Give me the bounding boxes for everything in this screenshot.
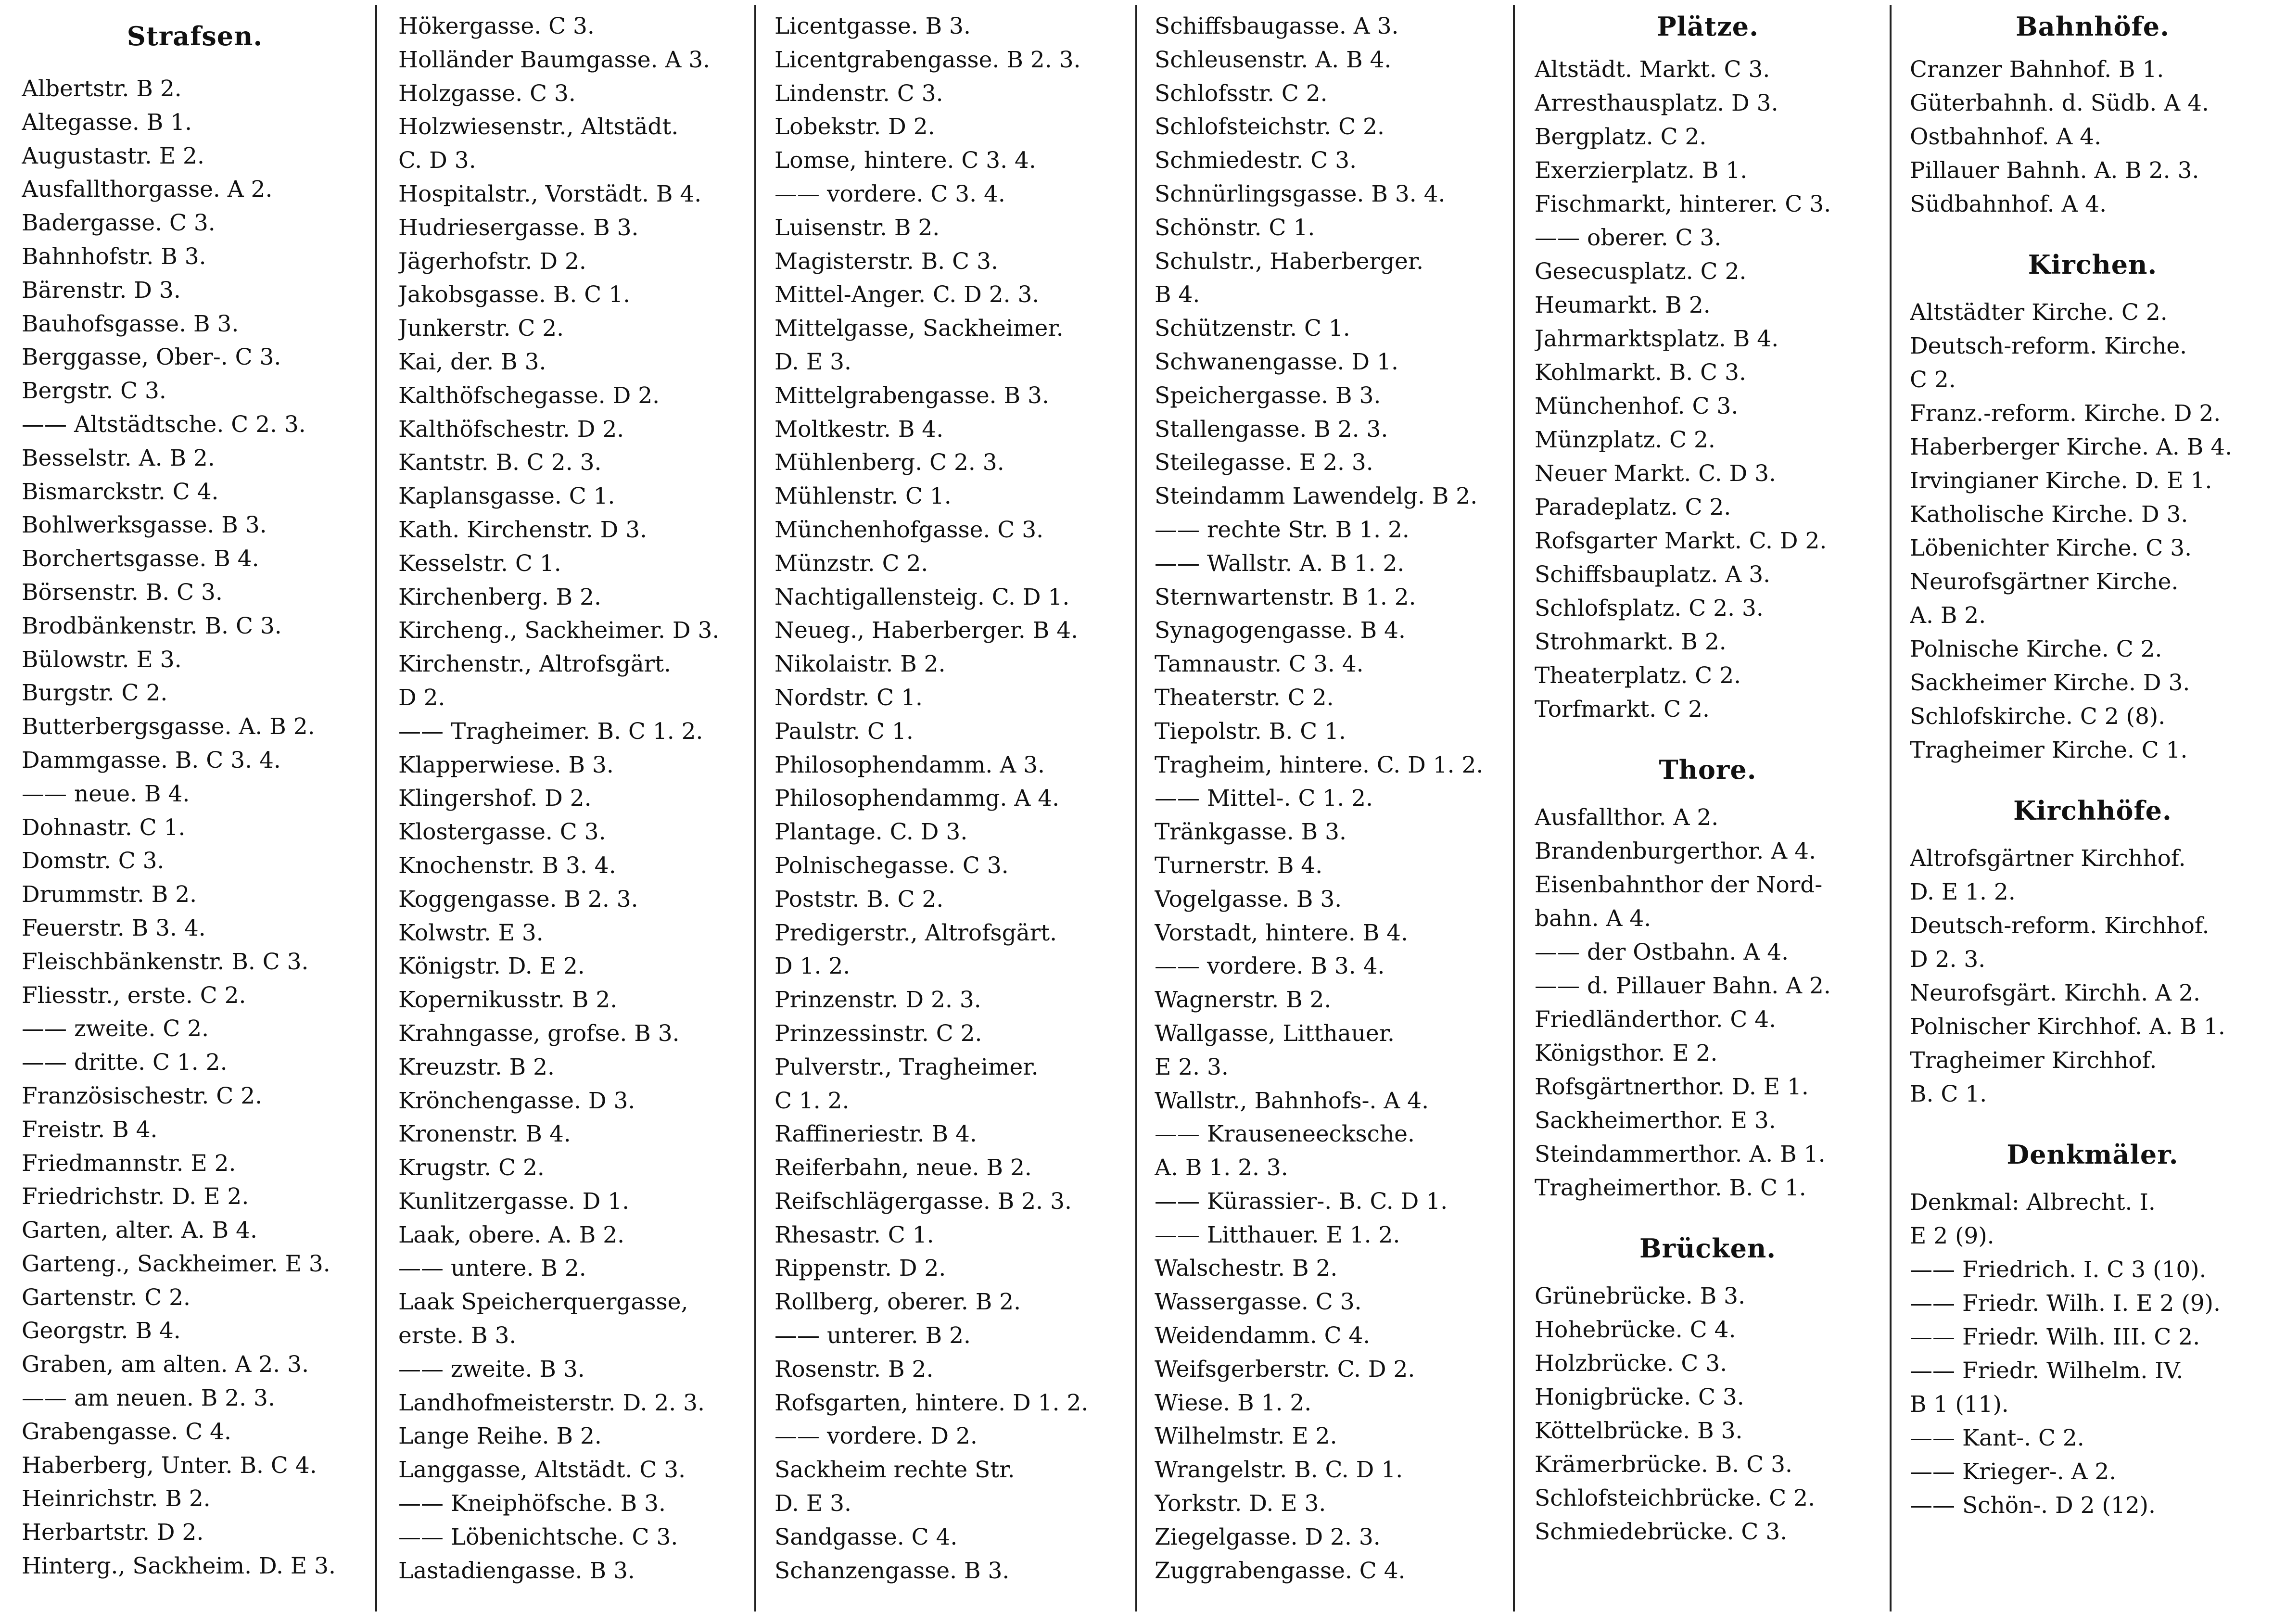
index-entry: D 1. 2.	[775, 953, 851, 980]
index-entry: Tragheimerthor. B. C 1.	[1535, 1175, 1806, 1201]
index-entry: Jakobsgasse. B. C 1.	[398, 281, 631, 308]
index-entry: Schanzengasse. B 3.	[775, 1557, 1010, 1584]
index-entry: Paulstr. C 1.	[775, 718, 914, 745]
index-entry: Neueg., Haberberger. B 4.	[775, 617, 1079, 644]
index-entry: Franz.-reform. Kirche. D 2.	[1910, 400, 2221, 427]
index-entry: —— Löbenichtsche. C 3.	[398, 1523, 678, 1550]
index-entry: Landhofmeisterstr. D. 2. 3.	[398, 1389, 705, 1416]
index-entry: Güterbahnh. d. Südb. A 4.	[1910, 90, 2209, 116]
index-entry: Kreuzstr. B 2.	[398, 1053, 555, 1080]
index-entry: —— Altstädtsche. C 2. 3.	[22, 411, 306, 438]
index-entry: Tränkgasse. B 3.	[1155, 819, 1346, 846]
index-entry: Mittelgrabengasse. B 3.	[775, 382, 1049, 409]
index-entry: Yorkstr. D. E 3.	[1155, 1490, 1326, 1517]
index-entry: Speichergasse. B 3.	[1155, 382, 1381, 409]
index-entry: —— Friedr. Wilh. III. C 2.	[1910, 1324, 2200, 1350]
index-entry: Dammgasse. B. C 3. 4.	[22, 747, 281, 774]
index-entry: Albertstr. B 2.	[22, 76, 182, 102]
index-entry: Klostergasse. C 3.	[398, 819, 606, 846]
index-entry: Schlofsplatz. C 2. 3.	[1535, 595, 1764, 622]
index-entry: Walschestr. B 2.	[1155, 1255, 1338, 1282]
index-entry: Wagnerstr. B 2.	[1155, 987, 1332, 1014]
index-entry: C 1. 2.	[775, 1087, 850, 1114]
index-entry: Kaplansgasse. C 1.	[398, 483, 615, 510]
index-entry: Rollberg, oberer. B 2.	[775, 1289, 1021, 1316]
index-entry: Denkmal: Albrecht. I.	[1910, 1189, 2156, 1216]
index-entry: Wallgasse, Litthauer.	[1155, 1020, 1395, 1047]
index-entry: —— vordere. C 3. 4.	[775, 180, 1005, 207]
index-entry: Schlofskirche. C 2 (8).	[1910, 703, 2166, 730]
index-entry: Bergplatz. C 2.	[1535, 124, 1707, 150]
index-entry: Torfmarkt. C 2.	[1535, 696, 1710, 723]
index-entry: D. E 1. 2.	[1910, 879, 2016, 905]
index-entry: Kalthöfschestr. D 2.	[398, 416, 624, 443]
index-entry: Schlofsteichbrücke. C 2.	[1535, 1485, 1816, 1511]
index-entry: Knochenstr. B 3. 4.	[398, 852, 616, 879]
index-entry: E 2. 3.	[1155, 1053, 1229, 1080]
index-entry: Drummstr. B 2.	[22, 881, 197, 908]
index-entry: Haberberg, Unter. B. C 4.	[22, 1452, 317, 1479]
index-entry: Pillauer Bahnh. A. B 2. 3.	[1910, 157, 2199, 184]
index-entry: —— Wallstr. A. B 1. 2.	[1155, 550, 1405, 577]
index-entry: Köttelbrücke. B 3.	[1535, 1418, 1743, 1444]
column-2	[398, 10, 754, 1621]
index-entry: Rofsgarten, hintere. D 1. 2.	[775, 1389, 1089, 1416]
index-entry: Kirchenberg. B 2.	[398, 584, 601, 610]
index-entry: Französischestr. C 2.	[22, 1082, 263, 1109]
index-entry: Fischmarkt, hinterer. C 3.	[1535, 191, 1831, 217]
index-entry: Kantstr. B. C 2. 3.	[398, 449, 602, 476]
index-entry: C 2.	[1910, 367, 1956, 393]
index-entry: Polnischer Kirchhof. A. B 1.	[1910, 1014, 2225, 1040]
index-entry: —— Krauseneecksche.	[1155, 1121, 1415, 1148]
index-entry: Dohnastr. C 1.	[22, 814, 186, 841]
index-entry: Predigerstr., Altrofsgärt.	[775, 919, 1057, 946]
index-entry: Vorstadt, hintere. B 4.	[1155, 919, 1409, 946]
index-entry: —— Kürassier-. B. C. D 1.	[1155, 1188, 1448, 1215]
index-entry: Schwanengasse. D 1.	[1155, 348, 1398, 375]
column-1	[22, 10, 368, 1621]
column-divider	[1513, 5, 1515, 1611]
index-entry: —— Litthauer. E 1. 2.	[1155, 1221, 1400, 1248]
index-entry: Friedrichstr. D. E 2.	[22, 1183, 249, 1210]
section-heading: Denkmäler.	[2007, 1139, 2179, 1170]
index-entry: Tragheimer Kirche. C 1.	[1910, 737, 2188, 763]
index-entry: Lastadiengasse. B 3.	[398, 1557, 635, 1584]
index-entry: Krämerbrücke. B. C 3.	[1535, 1451, 1792, 1478]
index-entry: Schiffsbaugasse. A 3.	[1155, 13, 1399, 39]
index-entry: A. B 1. 2. 3.	[1155, 1155, 1288, 1181]
index-entry: Holzwiesenstr., Altstädt.	[398, 114, 679, 140]
index-entry: Lobekstr. D 2.	[775, 114, 935, 140]
column-divider	[1890, 5, 1892, 1611]
index-entry: A. B 2.	[1910, 602, 1986, 629]
index-entry: Raffineriestr. B 4.	[775, 1121, 977, 1148]
index-entry: Licentgasse. B 3.	[775, 13, 971, 39]
index-entry: Schlofsteichstr. C 2.	[1155, 114, 1384, 140]
index-entry: Schleusenstr. A. B 4.	[1155, 46, 1392, 73]
index-entry: Ausfallthorgasse. A 2.	[22, 176, 273, 203]
index-entry: Friedmannstr. E 2.	[22, 1150, 236, 1177]
index-entry: Neurofsgärtner Kirche.	[1910, 569, 2179, 595]
index-entry: Haberberger Kirche. A. B 4.	[1910, 434, 2233, 460]
index-entry: Ausfallthor. A 2.	[1535, 804, 1719, 831]
index-entry: D. E 3.	[775, 1490, 851, 1517]
index-entry: Moltkestr. B 4.	[775, 416, 944, 443]
index-entry: Sternwartenstr. B 1. 2.	[1155, 584, 1416, 610]
index-entry: Hospitalstr., Vorstädt. B 4.	[398, 180, 702, 207]
index-entry: Münchenhof. C 3.	[1535, 393, 1739, 419]
index-entry: Synagogengasse. B 4.	[1155, 617, 1406, 644]
index-entry: Steilegasse. E 2. 3.	[1155, 449, 1373, 476]
index-entry: Turnerstr. B 4.	[1155, 852, 1323, 879]
index-entry: Rippenstr. D 2.	[775, 1255, 946, 1282]
index-entry: Reifschlägergasse. B 2. 3.	[775, 1188, 1072, 1215]
index-entry: Philosophendamm. A 3.	[775, 751, 1045, 778]
index-entry: Ziegelgasse. D 2. 3.	[1155, 1523, 1381, 1550]
index-entry: —— Tragheimer. B. C 1. 2.	[398, 718, 703, 745]
index-entry: Holländer Baumgasse. A 3.	[398, 46, 711, 73]
index-entry: Kalthöfschegasse. D 2.	[398, 382, 660, 409]
index-entry: Hinterg., Sackheim. D. E 3.	[22, 1553, 336, 1580]
index-entry: Bergstr. C 3.	[22, 378, 166, 405]
index-entry: Weidendamm. C 4.	[1155, 1322, 1371, 1349]
index-entry: Langgasse, Altstädt. C 3.	[398, 1457, 686, 1484]
index-entry: Königsthor. E 2.	[1535, 1040, 1718, 1066]
index-entry: Steindamm Lawendelg. B 2.	[1155, 483, 1478, 510]
index-entry: Münzstr. C 2.	[775, 550, 928, 577]
index-entry: Kunlitzergasse. D 1.	[398, 1188, 630, 1215]
column-divider	[754, 5, 756, 1611]
index-entry: —— vordere. D 2.	[775, 1423, 978, 1450]
index-entry: Neuer Markt. C. D 3.	[1535, 460, 1776, 487]
index-entry: Rhesastr. C 1.	[775, 1221, 934, 1248]
index-entry: —— oberer. C 3.	[1535, 225, 1722, 251]
index-entry: Poststr. B. C 2.	[775, 886, 944, 913]
index-entry: Schönstr. C 1.	[1155, 214, 1315, 241]
index-entry: Koggengasse. B 2. 3.	[398, 886, 638, 913]
index-entry: Kesselstr. C 1.	[398, 550, 561, 577]
index-entry: Mühlenstr. C 1.	[775, 483, 952, 510]
index-entry: Besselstr. A. B 2.	[22, 444, 215, 471]
index-entry: Jägerhofstr. D 2.	[398, 248, 586, 275]
index-entry: Magisterstr. B. C 3.	[775, 248, 998, 275]
section-heading: Brücken.	[1639, 1233, 1777, 1264]
index-entry: Garteng., Sackheimer. E 3.	[22, 1250, 330, 1277]
index-entry: —— d. Pillauer Bahn. A 2.	[1535, 973, 1831, 999]
index-entry: Feuerstr. B 3. 4.	[22, 914, 206, 941]
index-entry: Lindenstr. C 3.	[775, 80, 943, 107]
index-entry: B 1 (11).	[1910, 1391, 2009, 1418]
index-entry: Pulverstr., Tragheimer.	[775, 1053, 1039, 1080]
index-entry: Tamnaustr. C 3. 4.	[1155, 651, 1364, 678]
index-entry: Heumarkt. B 2.	[1535, 292, 1711, 318]
column-4	[1155, 10, 1511, 1621]
index-entry: Fleischbänkenstr. B. C 3.	[22, 948, 309, 975]
index-entry: Gartenstr. C 2.	[22, 1284, 190, 1311]
index-entry: Polnische Kirche. C 2.	[1910, 636, 2162, 662]
index-entry: Rofsgarter Markt. C. D 2.	[1535, 528, 1827, 554]
index-entry: Prinzenstr. D 2. 3.	[775, 987, 981, 1014]
index-entry: bahn. A 4.	[1535, 905, 1651, 932]
column-3	[775, 10, 1130, 1621]
index-entry: Weifsgerberstr. C. D 2.	[1155, 1356, 1415, 1383]
index-entry: Münchenhofgasse. C 3.	[775, 516, 1044, 543]
index-entry: Mühlenberg. C 2. 3.	[775, 449, 1004, 476]
index-entry: D 2.	[398, 684, 445, 711]
index-entry: Börsenstr. B. C 3.	[22, 579, 223, 606]
index-entry: —— dritte. C 1. 2.	[22, 1049, 228, 1076]
index-entry: Freistr. B 4.	[22, 1116, 158, 1143]
index-entry: Irvingianer Kirche. D. E 1.	[1910, 468, 2212, 494]
index-entry: —— untere. B 2.	[398, 1255, 586, 1282]
index-entry: Schulstr., Haberberger.	[1155, 248, 1424, 275]
index-entry: Junkerstr. C 2.	[398, 315, 564, 342]
index-entry: Kai, der. B 3.	[398, 348, 546, 375]
index-entry: Kronenstr. B 4.	[398, 1121, 571, 1148]
index-entry: Friedländerthor. C 4.	[1535, 1006, 1777, 1033]
index-entry: Kopernikusstr. B 2.	[398, 987, 618, 1014]
index-entry: —— Krieger-. A 2.	[1910, 1459, 2117, 1485]
index-entry: Münzplatz. C 2.	[1535, 427, 1715, 453]
index-entry: Paradeplatz. C 2.	[1535, 494, 1731, 520]
section-heading: Bahnhöfe.	[2016, 11, 2170, 42]
index-entry: Kircheng., Sackheimer. D 3.	[398, 617, 720, 644]
index-entry: Rosenstr. B 2.	[775, 1356, 934, 1383]
index-entry: Nachtigallensteig. C. D 1.	[775, 584, 1070, 610]
index-entry: E 2 (9).	[1910, 1223, 1994, 1249]
index-entry: Wilhelmstr. E 2.	[1155, 1423, 1337, 1450]
index-entry: Krahngasse, grofse. B 3.	[398, 1020, 680, 1047]
section-heading: Thore.	[1659, 754, 1757, 785]
index-entry: —— zweite. B 3.	[398, 1356, 585, 1383]
index-entry: Wassergasse. C 3.	[1155, 1289, 1362, 1316]
index-entry: Luisenstr. B 2.	[775, 214, 940, 241]
index-entry: Bahnhofstr. B 3.	[22, 243, 206, 270]
index-entry: Kohlmarkt. B. C 3.	[1535, 359, 1746, 386]
index-entry: —— Kant-. C 2.	[1910, 1425, 2084, 1451]
index-entry: Südbahnhof. A 4.	[1910, 191, 2107, 217]
index-entry: Altrofsgärtner Kirchhof.	[1910, 845, 2186, 872]
section-heading: Strafsen.	[127, 21, 263, 51]
index-entry: Mittelgasse, Sackheimer.	[775, 315, 1064, 342]
index-entry: Sackheimerthor. E 3.	[1535, 1107, 1776, 1134]
index-entry: Klapperwiese. B 3.	[398, 751, 614, 778]
column-divider	[1135, 5, 1137, 1611]
index-entry: —— am neuen. B 2. 3.	[22, 1385, 275, 1412]
index-entry: Königstr. D. E 2.	[398, 953, 585, 980]
index-entry: Laak, obere. A. B 2.	[398, 1221, 625, 1248]
index-entry: Hudriesergasse. B 3.	[398, 214, 639, 241]
index-entry: Arresthausplatz. D 3.	[1535, 90, 1778, 116]
index-entry: Lomse, hintere. C 3. 4.	[775, 147, 1036, 174]
index-entry: —— rechte Str. B 1. 2.	[1155, 516, 1410, 543]
index-entry: Schiffsbauplatz. A 3.	[1535, 561, 1771, 588]
index-entry: Plantage. C. D 3.	[775, 819, 968, 846]
index-entry: —— Friedr. Wilh. I. E 2 (9).	[1910, 1290, 2221, 1317]
index-entry: Badergasse. C 3.	[22, 210, 216, 237]
index-entry: Prinzessinstr. C 2.	[775, 1020, 982, 1047]
column-6	[1910, 10, 2275, 1621]
index-entry: Mittel-Anger. C. D 2. 3.	[775, 281, 1040, 308]
index-entry: Cranzer Bahnhof. B 1.	[1910, 56, 2164, 83]
index-entry: Grabengasse. C 4.	[22, 1418, 231, 1445]
index-entry: Altegasse. B 1.	[22, 109, 192, 136]
index-entry: Altstädt. Markt. C 3.	[1535, 56, 1770, 83]
index-entry: Gesecusplatz. C 2.	[1535, 258, 1747, 285]
index-entry: —— Mittel-. C 1. 2.	[1155, 785, 1373, 812]
index-entry: Kath. Kirchenstr. D 3.	[398, 516, 648, 543]
index-entry: Brandenburgerthor. A 4.	[1535, 838, 1816, 864]
index-entry: Schnürlingsgasse. B 3. 4.	[1155, 180, 1446, 207]
index-entry: Sandgasse. C 4.	[775, 1523, 958, 1550]
index-entry: Burgstr. C 2.	[22, 680, 168, 707]
index-entry: Hökergasse. C 3.	[398, 13, 595, 39]
index-entry: D 2. 3.	[1910, 946, 1986, 973]
index-entry: Tiepolstr. B. C 1.	[1155, 718, 1346, 745]
index-entry: Bismarckstr. C 4.	[22, 478, 219, 505]
index-entry: Holzbrücke. C 3.	[1535, 1350, 1727, 1377]
index-entry: Licentgrabengasse. B 2. 3.	[775, 46, 1081, 73]
index-entry: Hohebrücke. C 4.	[1535, 1317, 1736, 1343]
index-entry: Fliesstr., erste. C 2.	[22, 982, 246, 1009]
index-entry: B. C 1.	[1910, 1081, 1987, 1107]
index-entry: Brodbänkenstr. B. C 3.	[22, 612, 282, 639]
index-entry: Theaterstr. C 2.	[1155, 684, 1334, 711]
index-entry: Krugstr. C 2.	[398, 1155, 545, 1181]
index-entry: Kolwstr. E 3.	[398, 919, 544, 946]
index-entry: Holzgasse. C 3.	[398, 80, 576, 107]
index-entry: Rofsgärtnerthor. D. E 1.	[1535, 1074, 1809, 1100]
index-entry: Katholische Kirche. D 3.	[1910, 501, 2188, 528]
index-entry: —— der Ostbahn. A 4.	[1535, 939, 1789, 965]
index-entry: Wrangelstr. B. C. D 1.	[1155, 1457, 1403, 1484]
index-entry: —— Friedrich. I. C 3 (10).	[1910, 1256, 2207, 1283]
index-entry: Sackheimer Kirche. D 3.	[1910, 670, 2190, 696]
index-entry: Steindammerthor. A. B 1.	[1535, 1141, 1826, 1167]
index-entry: Neurofsgärt. Kirchh. A 2.	[1910, 980, 2200, 1006]
index-entry: Bülowstr. E 3.	[22, 646, 182, 673]
section-heading: Kirchhöfe.	[2013, 795, 2172, 826]
index-entry: Tragheimer Kirchhof.	[1910, 1047, 2157, 1074]
index-entry: Bärenstr. D 3.	[22, 277, 181, 304]
index-entry: Bauhofsgasse. B 3.	[22, 310, 239, 337]
index-entry: —— unterer. B 2.	[775, 1322, 971, 1349]
index-entry: Stallengasse. B 2. 3.	[1155, 416, 1388, 443]
index-entry: Augustastr. E 2.	[22, 142, 204, 169]
index-entry: Wiese. B 1. 2.	[1155, 1389, 1312, 1416]
index-entry: Sackheim rechte Str.	[775, 1457, 1015, 1484]
index-entry: Exerzierplatz. B 1.	[1535, 157, 1748, 184]
index-entry: Laak Speicherquergasse,	[398, 1289, 688, 1316]
index-entry: Deutsch-reform. Kirche.	[1910, 333, 2187, 359]
index-entry: Georgstr. B 4.	[22, 1318, 181, 1345]
index-entry: —— vordere. B 3. 4.	[1155, 953, 1385, 980]
index-entry: Tragheim, hintere. C. D 1. 2.	[1155, 751, 1484, 778]
index-entry: Domstr. C 3.	[22, 848, 165, 875]
index-entry: Garten, alter. A. B 4.	[22, 1217, 257, 1244]
index-entry: —— Kneiphöfsche. B 3.	[398, 1490, 666, 1517]
index-entry: Zuggrabengasse. C 4.	[1155, 1557, 1406, 1584]
index-entry: —— Friedr. Wilhelm. IV.	[1910, 1358, 2184, 1384]
section-heading: Kirchen.	[2028, 249, 2158, 280]
index-entry: Löbenichter Kirche. C 3.	[1910, 535, 2192, 561]
index-entry: Borchertsgasse. B 4.	[22, 546, 259, 572]
index-entry: Schlofsstr. C 2.	[1155, 80, 1328, 107]
index-entry: erste. B 3.	[398, 1322, 517, 1349]
index-entry: C. D 3.	[398, 147, 476, 174]
index-entry: B 4.	[1155, 281, 1200, 308]
index-entry: Graben, am alten. A 2. 3.	[22, 1351, 309, 1378]
index-entry: Bohlwerksgasse. B 3.	[22, 512, 267, 539]
index-entry: Jahrmarktsplatz. B 4.	[1535, 326, 1779, 352]
index-entry: Ostbahnhof. A 4.	[1910, 124, 2102, 150]
index-entry: D. E 3.	[775, 348, 851, 375]
index-entry: Kirchenstr., Altrofsgärt.	[398, 651, 671, 678]
column-5	[1535, 10, 1881, 1621]
index-entry: Altstädter Kirche. C 2.	[1910, 299, 2168, 326]
index-entry: Schützenstr. C 1.	[1155, 315, 1350, 342]
section-heading: Plätze.	[1657, 11, 1759, 42]
index-entry: Schmiedebrücke. C 3.	[1535, 1519, 1788, 1545]
index-entry: Theaterplatz. C 2.	[1535, 662, 1741, 689]
index-entry: Deutsch-reform. Kirchhof.	[1910, 913, 2210, 939]
index-entry: Heinrichstr. B 2.	[22, 1485, 211, 1512]
index-entry: Krönchengasse. D 3.	[398, 1087, 635, 1114]
index-entry: Philosophendammg. A 4.	[775, 785, 1060, 812]
index-entry: —— zweite. C 2.	[22, 1015, 209, 1042]
index-entry: Berggasse, Ober-. C 3.	[22, 344, 281, 371]
index-entry: —— neue. B 4.	[22, 780, 190, 807]
index-entry: Klingershof. D 2.	[398, 785, 592, 812]
index-entry: Lange Reihe. B 2.	[398, 1423, 602, 1450]
index-entry: Eisenbahnthor der Nord-	[1535, 872, 1823, 898]
index-entry: Butterbergsgasse. A. B 2.	[22, 713, 315, 740]
index-entry: Reiferbahn, neue. B 2.	[775, 1155, 1032, 1181]
index-entry: Vogelgasse. B 3.	[1155, 886, 1342, 913]
index-entry: Strohmarkt. B 2.	[1535, 629, 1727, 655]
index-entry: Honigbrücke. C 3.	[1535, 1384, 1744, 1410]
index-entry: Nordstr. C 1.	[775, 684, 923, 711]
column-divider	[375, 5, 377, 1611]
index-entry: Herbartstr. D 2.	[22, 1519, 204, 1546]
index-entry: Nikolaistr. B 2.	[775, 651, 946, 678]
index-entry: —— Schön-. D 2 (12).	[1910, 1492, 2156, 1519]
index-entry: Schmiedestr. C 3.	[1155, 147, 1357, 174]
index-entry: Grünebrücke. B 3.	[1535, 1283, 1746, 1309]
index-entry: Polnischegasse. C 3.	[775, 852, 1009, 879]
index-entry: Wallstr., Bahnhofs-. A 4.	[1155, 1087, 1429, 1114]
